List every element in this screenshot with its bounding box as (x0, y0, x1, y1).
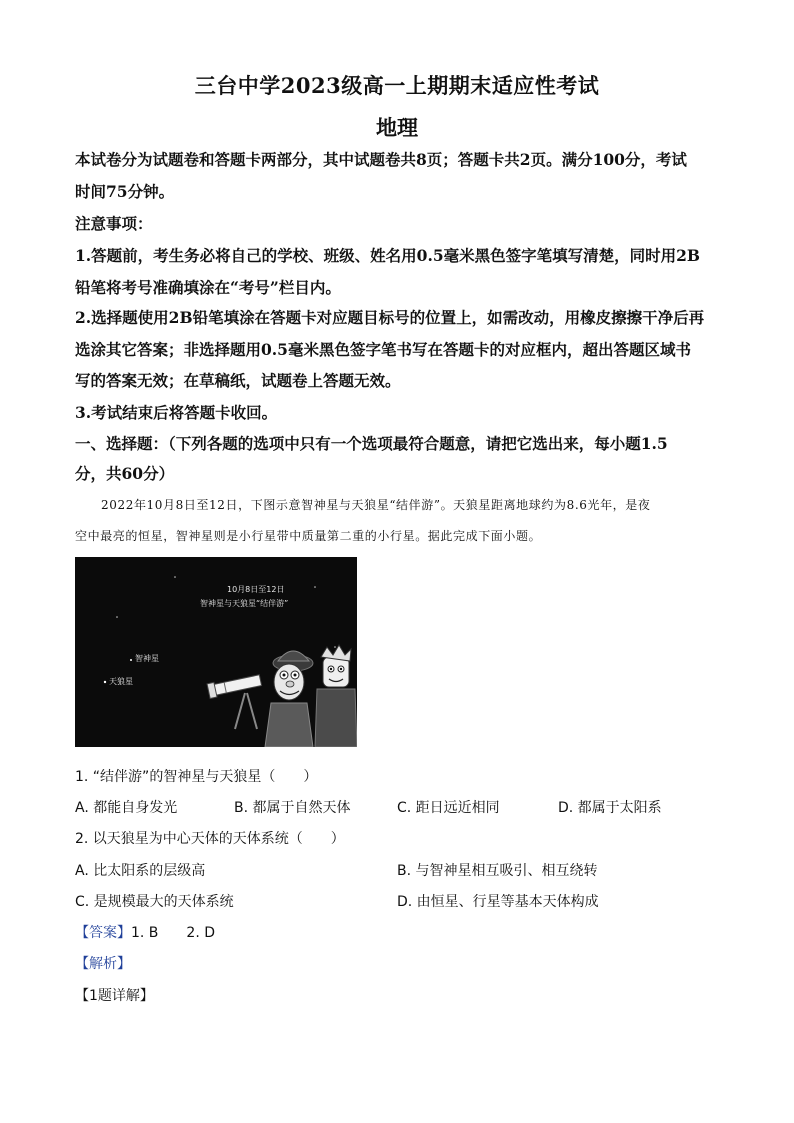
figure-caption-line-1: 10月8日至12日 (227, 585, 285, 594)
question-1-detail-label: 【1题详解】 (75, 988, 154, 1004)
intro-line-1: 本试卷分为试题卷和答题卡两部分，其中试题卷共8页；答题卡共2页。满分100分，考试 (75, 150, 687, 169)
question-2-option-d: D. 由恒星、行星等基本天体构成 (397, 894, 599, 910)
question-2-option-a: A. 比太阳系的层级高 (75, 863, 206, 879)
question-1-stem: 1. “结伴游”的智神星与天狼星（ ） (75, 769, 318, 785)
question-1-option-d: D. 都属于太阳系 (558, 800, 662, 816)
intro-line-2: 时间75分钟。 (75, 182, 175, 201)
figure-label-pallas: 智神星 (135, 654, 159, 663)
section-1-heading-line-1: 一、选择题：（下列各题的选项中只有一个选项最符合题意，请把它选出来，每小题1.5 (75, 434, 668, 453)
section-1-heading-line-2: 分，共60分） (75, 464, 175, 483)
passage-line-2: 空中最亮的恒星，智神星则是小行星带中质量第二重的小行星。据此完成下面小题。 (75, 529, 542, 543)
note-3: 3.考试结束后将答题卡收回。 (75, 403, 278, 422)
note-2-line-2: 选涂其它答案；非选择题用0.5毫米黑色签字笔书写在答题卡的对应框内，超出答题区域书 (75, 340, 691, 359)
answer-values: 1. B 2. D (131, 925, 215, 941)
notes-heading: 注意事项： (75, 214, 153, 233)
question-1-option-b: B. 都属于自然天体 (234, 800, 351, 816)
note-1-line-2: 铅笔将考号准确填涂在“考号”栏目内。 (75, 278, 341, 297)
question-2-option-c: C. 是规模最大的天体系统 (75, 894, 234, 910)
cartoon-astronomers-illustration (75, 557, 357, 747)
analysis-label: 【解析】 (75, 956, 131, 972)
question-1-option-c: C. 距日远近相同 (397, 800, 500, 816)
subject-title: 地理 (376, 115, 418, 140)
note-1-line-1: 1.答题前，考生务必将自己的学校、班级、姓名用0.5毫米黑色签字笔填写清楚，同时用2B (75, 246, 701, 265)
figure-label-sirius: 天狼星 (109, 677, 133, 686)
exam-title: 三台中学2023级高一上期期末适应性考试 (194, 73, 600, 98)
figure-caption-line-2: 智神星与天狼星“结伴游” (200, 599, 289, 608)
note-2-line-3: 写的答案无效；在草稿纸，试题卷上答题无效。 (75, 371, 401, 390)
answer-line (75, 922, 215, 942)
question-2-stem: 2. 以天狼星为中心天体的天体系统（ ） (75, 831, 345, 847)
passage-line-1: 2022年10月8日至12日，下图示意智神星与天狼星“结伴游”。天狼星距离地球约为8.6光年，是夜 (101, 498, 651, 512)
question-2-option-b: B. 与智神星相互吸引、相互绕转 (397, 863, 598, 879)
question-1-option-a: A. 都能自身发光 (75, 800, 178, 816)
note-2-line-1: 2.选择题使用2B铅笔填涂在答题卡对应题目标号的位置上，如需改动，用橡皮擦擦干净后再 (75, 308, 705, 327)
pallas-sirius-illustration (75, 557, 357, 747)
answer-label: 【答案】 (75, 925, 131, 941)
